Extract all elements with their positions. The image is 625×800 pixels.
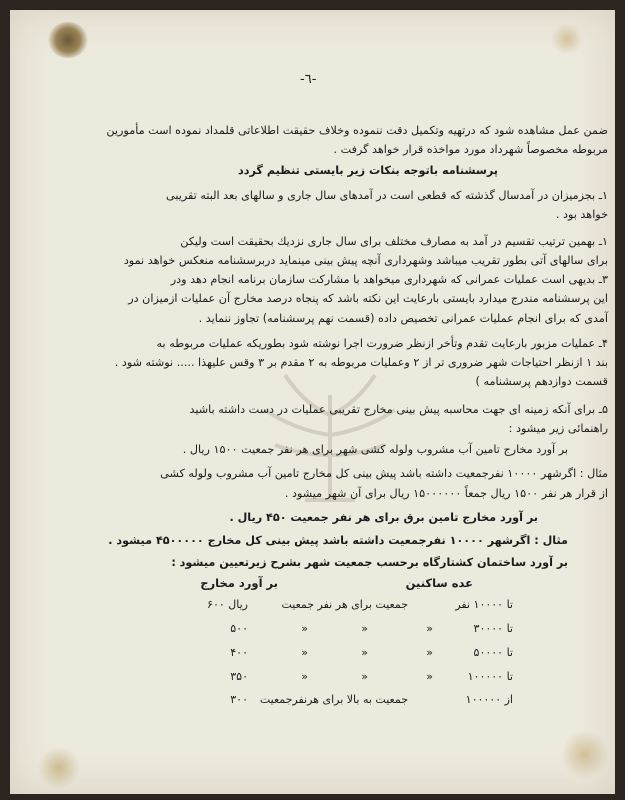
ditto-mark: » — [301, 670, 308, 683]
paragraph-line: بر آورد مخارج تامین برق برای هر نفر جمعیت ۴۵۰ ریال . — [229, 511, 538, 524]
paragraph-line: راهنمائی زیر میشود : — [508, 422, 608, 435]
paragraph-line: ۱ـ بهمین ترتیب تقسیم در آمد به مصارف مختلف برای سال جاری نزدیك بحقیقت است ولیکن — [180, 235, 608, 248]
ditto-mark: » — [301, 646, 308, 659]
page-number: -٦- — [300, 72, 317, 87]
paragraph-line: بر آورد مخارج تامین آب مشروب ولوله کشی شهر برای هر نفر جمعیت ۱۵۰۰ ریال . — [182, 443, 568, 456]
paragraph-line: از قرار هر نفر ۱۵۰۰ ریال جمعاً ۱۵۰۰۰۰۰۰ ریال برای آن شهر میشود . — [284, 487, 608, 500]
table-header-population: عده ساکنین — [405, 576, 473, 590]
paragraph-line: بند ۱ ازنظر احتیاجات شهر ضروری تر از ۲ وعملیات مربوطه به ۲ مقدم بر ۳ وقس علیهذا ..... نوشته شود . — [114, 356, 608, 369]
ditto-mark: » — [361, 622, 368, 635]
paragraph-line: ۳ـ بدیهی است عملیات عمرانی که شهرداری میخواهد با مشارکت سازمان برنامه انجام دهد ودر — [170, 273, 608, 286]
stain-mark — [562, 730, 608, 780]
population-range: تا ۵۰۰۰۰ — [473, 646, 513, 659]
ditto-mark: » — [426, 670, 433, 683]
paragraph-line: قسمت دوازدهم پرسشنامه ) — [475, 375, 608, 388]
ditto-mark: » — [301, 622, 308, 635]
paragraph-line: ۱ـ بجزمیزان در آمدسال گذشته که قطعی است در آمدهای سال جاری و سالهای بعد البته تقریبی — [166, 189, 608, 202]
paragraph-line: بر آورد ساختمان کشتارگاه برحسب جمعیت شهر بشرح زیرتعیین میشود : — [171, 556, 568, 569]
paragraph-line: ۵ـ برای آنکه زمینه ای جهت محاسبه پیش بینی مخارج تقریبی عملیات در دست داشته باشید — [189, 403, 608, 416]
table-header-cost: بر آورد مخارج — [200, 576, 278, 590]
row-description: جمعیت برای هر نفر جمعیت — [281, 598, 408, 611]
paragraph-line: خواهد بود . — [555, 208, 608, 221]
table-row — [22, 670, 608, 688]
paragraph-line: آمدی که برای انجام عملیات عمرانی تخصیص داده (قسمت نهم پرسشنامه) تجاوز ننماید . — [198, 312, 608, 325]
stain-mark — [36, 748, 82, 788]
ditto-mark: » — [361, 670, 368, 683]
ditto-mark: » — [361, 646, 368, 659]
paragraph-line: مثال : اگرشهر ۱۰۰۰۰ نفرجمعیت داشته باشد پیش بینی کل مخارج ۴۵۰۰۰۰۰ میشود . — [108, 534, 568, 547]
cost-value: ۴۰۰ — [230, 646, 248, 659]
paragraph-line: ۴ـ عملیات مزبور بارعایت تقدم وتأخر ازنظر ضرورت اجرا نوشته شود بطوریکه عملیات مربوطه به — [156, 337, 608, 350]
ditto-mark: » — [426, 646, 433, 659]
population-range: از ۱۰۰۰۰۰ — [465, 693, 513, 706]
ditto-mark: » — [426, 622, 433, 635]
population-range: تا ۳۰۰۰۰ — [473, 622, 513, 635]
paragraph-line: این پرسشنامه مندرج میدارد بایستی بارعایت این نکته باشد که پنجاه درصد مخارج آن عملیات ازمیزان در — [128, 292, 608, 305]
cost-value: ۵۰۰ — [230, 622, 248, 635]
cost-value: ۶۰۰ ریال — [207, 598, 248, 611]
paragraph-line: برای سالهای آتی بطور تقریب میباشد وشهرداری آنچه پیش بینی مینماید دربرسشنامه منعکس خواهد نمود — [123, 254, 608, 267]
table-row — [22, 598, 608, 616]
tree-watermark-icon — [245, 355, 415, 505]
population-range: تا ۱۰۰۰۰۰ — [467, 670, 513, 683]
paragraph-line: مربوطه مخصوصاً شهرداد مورد مواخذه قرار خواهد گرفت . — [333, 143, 608, 156]
cost-value: ۳۵۰ — [230, 670, 248, 683]
table-row — [22, 622, 608, 640]
paragraph-line: مثال : اگرشهر ۱۰۰۰۰ نفرجمعیت داشته باشد پیش بینی کل مخارج تامین آب مشروب ولوله کشی — [160, 467, 608, 480]
cost-value: ۳۰۰ — [230, 693, 248, 706]
paragraph-line: ضمن عمل مشاهده شود که درتهیه وتکمیل دقت ننموده وخلاف حقیقت اطلاعاتی قلمداد نموده است مأمورین — [106, 124, 608, 137]
section-heading: پرسشنامه باتوجه بنکات زیر بایستی تنظیم گردد — [237, 164, 498, 177]
table-row — [22, 646, 608, 664]
stain-mark — [48, 22, 88, 58]
table-row — [22, 693, 608, 711]
population-range: تا ۱۰۰۰۰ نفر — [455, 598, 513, 611]
stain-mark — [550, 24, 584, 54]
row-description: جمعیت به بالا برای هرنفرجمعیت — [259, 693, 408, 706]
